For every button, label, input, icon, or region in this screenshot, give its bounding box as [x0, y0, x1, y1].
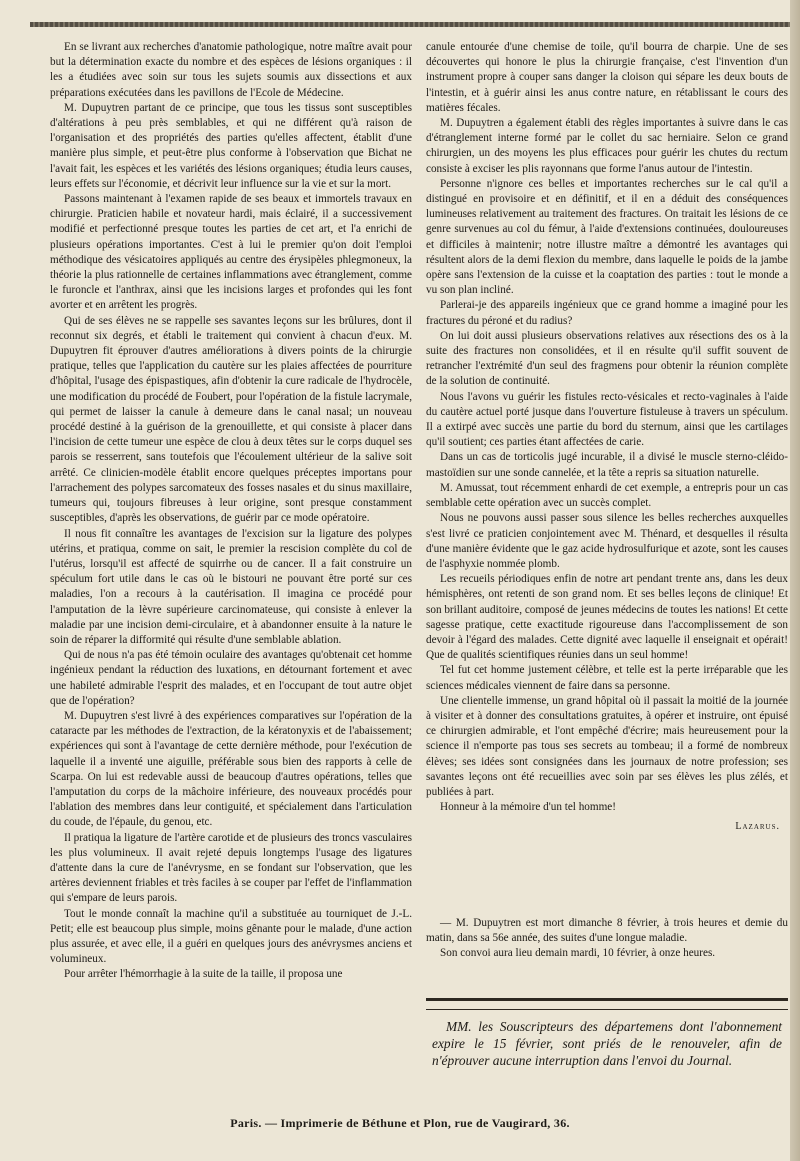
subscriber-notice-text: MM. les Souscripteurs des départemens dont l'abonnement expire le 15 février, sont priés de le renouveler, afin de n'éprouver aucune interruption dans l'envoi du Journal. — [432, 1019, 782, 1068]
paragraph: M. Dupuytren a également établi des règles importantes à suivre dans le cas d'étranglement interne formé par le collet du sac herniaire. Selon ce grand chirurgien, un des moyens les plus efficaces pour guérir les chutes du rectum consiste à exciser les plis rayonnans que forme l'anus autour de l'intestin. — [426, 117, 788, 175]
paragraph: Une clientelle immense, un grand hôpital où il passait la moitié de la journée à visiter et à donner des consultations gratuites, à opérer et instruire, ont épuisé ce chirurgien admirable, et l'ont empêché d'écrire; mais heureusement pour la science il n'emporte pas tous ses secrets au tombeau; il a formé de nombreux élèves; ses idées sont consignées dans les journaux de notre profession; ses savantes leçons ont été recueillies avec soin par ses élèves les plus zélés, et publiées à part. — [426, 694, 788, 798]
death-notice-line: — M. Dupuytren est mort dimanche 8 février, à trois heures et demie du matin, dans sa 56e année, des suites d'une longue maladie. — [426, 917, 788, 945]
binding-edge — [790, 0, 800, 1161]
paragraph: Qui de ses élèves ne se rappelle ses savantes leçons sur les brûlures, dont il reconnut six degrés, et établi le traitement qui convient à chacun d'eux. M. Dupuytren fit éprouver d'autres améliorations à divers points de la chirurgie pratique, telles que l'application du cautère sur les plaies affectées de pourriture d'hôpital, l'usage des épispastiques, afin d'obtenir la cure radicale de l'hydrocèle, une modification du procédé de Foubert, pour l'opération de la fistule lacrymale, qui permet de laisser la canule à demeure dans le canal nasal; un nouveau procédé destiné à la guérison de la grenouillette, et qui consiste à placer dans l'incision de cette tumeur une espèce de clou à deux têtes sur le corps duquel ses parois se resserrent, sans toutefois que l'écoulement ultérieur de la salive soit arrêté. Ce clinicien-modèle établit encore quelques préceptes importans pour l'arrachement des polypes sarcomateux des fosses nasales et du sinus maxillaire, tumeurs qui, toujours fibreuses à leur origine, sont presque constamment susceptibles, d'après les observations, de guérir par ce mode opératoire. — [50, 314, 412, 525]
section-divider — [426, 998, 788, 1010]
printer-imprint: Paris. — Imprimerie de Béthune et Plon, rue de Vaugirard, 36. — [230, 1116, 570, 1130]
death-notice — [426, 916, 788, 962]
paragraph: En se livrant aux recherches d'anatomie pathologique, notre maître avait pour but la détermination exacte du nombre et des espèces de lésions organiques : il les a étudiées avec soin sur tous les sujets soumis aux dissections et aux préparations exécutées dans les pavillons de l'Ecole de Médecine. — [50, 41, 412, 99]
right-column — [426, 40, 788, 835]
left-column — [50, 40, 412, 983]
paragraph: Il nous fit connaître les avantages de l'excision sur la ligature des polypes utérins, et pratiqua, comme on sait, le premier la rescision complète du col de l'utérus, lorsqu'il est affecté de squirrhe ou de cancer. Il a fait construire un spéculum fort utile dans le cas où le bistouri ne pouvant être porté sur ces maladies, l'on a recours à la cautérisation. Il imagina ce procédé pour l'amputation de la lèvre supérieure carcinomateuse, qui consiste à enlever la maladie par une incision demi-circulaire, et à abandonner ensuite à la nature le soin de réparer la difformité qui résulte d'une semblable ablation. — [50, 527, 412, 646]
paragraph: M. Amussat, tout récemment enhardi de cet exemple, a entrepris pour un cas semblable cette opération avec un succès complet. — [426, 481, 788, 510]
paragraph: Il pratiqua la ligature de l'artère carotide et de plusieurs des troncs vasculaires les plus volumineux. Il avait rejeté depuis longtemps l'usage des ligatures d'attente dans la cure de l'anévrysme, en se fondant sur l'observation, que les artères deviennent friables et très faciles à se couper par l'effet de l'inflammation qui s'empare de leurs parois. — [50, 831, 412, 905]
author-signature: Lazarus. — [735, 821, 780, 833]
paragraph: M. Dupuytren s'est livré à des expériences comparatives sur l'opération de la cataracte par les méthodes de l'extraction, de la kératonyxis et de l'abaissement; expériences qui sont à l'avantage de cette dernière méthode, pour l'exécution de laquelle il a inventé une aiguille, préférable sous bien des rapports à celle de Scarpa. On lui est redevable aussi de beaucoup d'autres opérations, telles que l'amputation du corps de la mâchoire inférieure, des nouveaux procédés pour l'ablation des membres dans leur contiguité, et spécialement dans l'articulation du coude, de l'épaule, du genou, etc. — [50, 709, 412, 829]
paragraph: Honneur à la mémoire d'un tel homme! — [440, 801, 616, 814]
paragraph: Passons maintenant à l'examen rapide de ses beaux et immortels travaux en chirurgie. Praticien habile et novateur hardi, mais éclairé, il a successivement modifié et perfectionné presque toutes les parties de cet art, et l'a enrichi de plusieurs opérations importantes. C'est à lui le premier qu'on doit l'emploi méthodique des vésicatoires appliqués au centre des érysipèles phlegmoneux, la théorie la plus rationnelle de certaines inflammations avec étranglement, comme le furoncle et l'anthrax, ainsi que les incisions larges et profondes qui les font avorter et en arrêtent les progrès. — [50, 193, 412, 312]
paragraph: Tout le monde connaît la machine qu'il a substituée au tourniquet de J.-L. Petit; elle est beaucoup plus simple, moins gênante pour le malade, d'une action plus assurée, et avec elle, il a guéri en quelques jours des anévrysmes anciens et volumineux. — [50, 907, 412, 966]
paragraph: Parlerai-je des appareils ingénieux que ce grand homme a imaginé pour les fractures du péroné et du radius? — [426, 299, 788, 327]
funeral-notice-line: Son convoi aura lieu demain mardi, 10 février, à onze heures. — [440, 947, 716, 960]
paragraph: Les recueils périodiques enfin de notre art pendant trente ans, dans les deux hémisphères, ont retenti de son grand nom. Et ses belles leçons de clinique! Et son brillant auditoire, composé de jeunes médecins de toutes les nations! Et cette sagesse pratique, cette exactitude rigoureuse dans l'accomplissement de son devoir à l'égard des malades. Cette dignité avec laquelle il enseignait et opérait! Que de qualités scientifiques réunies dans un seul homme! — [426, 573, 788, 662]
paragraph: On lui doit aussi plusieurs observations relatives aux résections des os à la suite des fractures non consolidées, et il en résulte qu'il suffit souvent de retrancher l'extrémité d'un seul des fragmens pour obtenir la réunion complète de la solution de continuité. — [426, 329, 788, 388]
paragraph: Pour arrêter l'hémorrhagie à la suite de la taille, il proposa une — [64, 968, 343, 981]
paragraph: Nous l'avons vu guérir les fistules recto-vésicales et recto-vaginales à l'aide du cautère actuel porté jusque dans l'ouverture fistuleuse à travers un spéculum. Il a extirpé avec succès une partie du bord du sternum, ainsi que les cartilages qu'il soutient; ces parties étant affectées de carie. — [426, 390, 788, 449]
paragraph: Qui de nous n'a pas été témoin oculaire des avantages qu'obtenait cet homme ingénieux pendant la réduction des luxations, en détournant fortement et avec une habileté admirable l'esprit des malades, et en l'occupant de tout autre objet que de l'opération? — [50, 649, 412, 707]
paragraph: Nous ne pouvons aussi passer sous silence les belles recherches auxquelles s'est livré ce praticien conjointement avec M. Thénard, et desquelles il résulta d'une manière évidente que le gaz acide hydrosulfurique et azote, sont les causes de l'asphyxie nommée plomb. — [426, 512, 788, 570]
subscriber-notice — [426, 1014, 788, 1073]
paragraph: Tel fut cet homme justement célèbre, et telle est la perte irréparable que les sciences médicales viennent de faire dans sa personne. — [426, 664, 788, 692]
paragraph: Dans un cas de torticolis jugé incurable, il a divisé le muscle sterno-cléido-mastoïdien sur une sonde cannelée, et la tête a repris sa situation naturelle. — [426, 451, 788, 479]
paragraph: Personne n'ignore ces belles et importantes recherches sur le cal qu'il a distingué en provisoire et en définitif, et il en a déduit des conséquences lumineuses relativement au traitement des fractures. On traitait les lésions de ce genre survenues au col du fémur, à l'aide d'extensions continuées, douloureuses et difficiles à maintenir; notre illustre maître a démontré les avantages qui résultent alors de la demi flexion du membre, dans laquelle le poids de la jambe opère sans l'extension de la cuisse et la coaptation des parties : tout le monde a vu son plan incliné. — [426, 177, 788, 297]
top-border-rule — [30, 22, 790, 27]
paragraph: canule entourée d'une chemise de toile, qu'il bourra de charpie. Une de ses découvertes qui honore le plus la chirurgie française, c'est l'invention d'un instrument propre à couper sans danger la cloison qui sépare les deux bouts de l'intestin, et à guérir ainsi les anus contre nature, en rétablissant le cours des matières fécales. — [426, 41, 788, 114]
paragraph: M. Dupuytren partant de ce principe, que tous les tissus sont susceptibles d'altérations à peu près semblables, et qui ne différent qu'à raison de l'organisation et des propriétés des parties qu'elles affectent, établit d'une manière plus simple, et peut-être plus conforme à l'observation que Bichat ne l'avait fait, les espèces et les variétés des lésions organiques; étudia leurs causes, leurs effets sur l'économie, et décrivit leur influence sur la vie et sur la mort. — [50, 101, 412, 190]
